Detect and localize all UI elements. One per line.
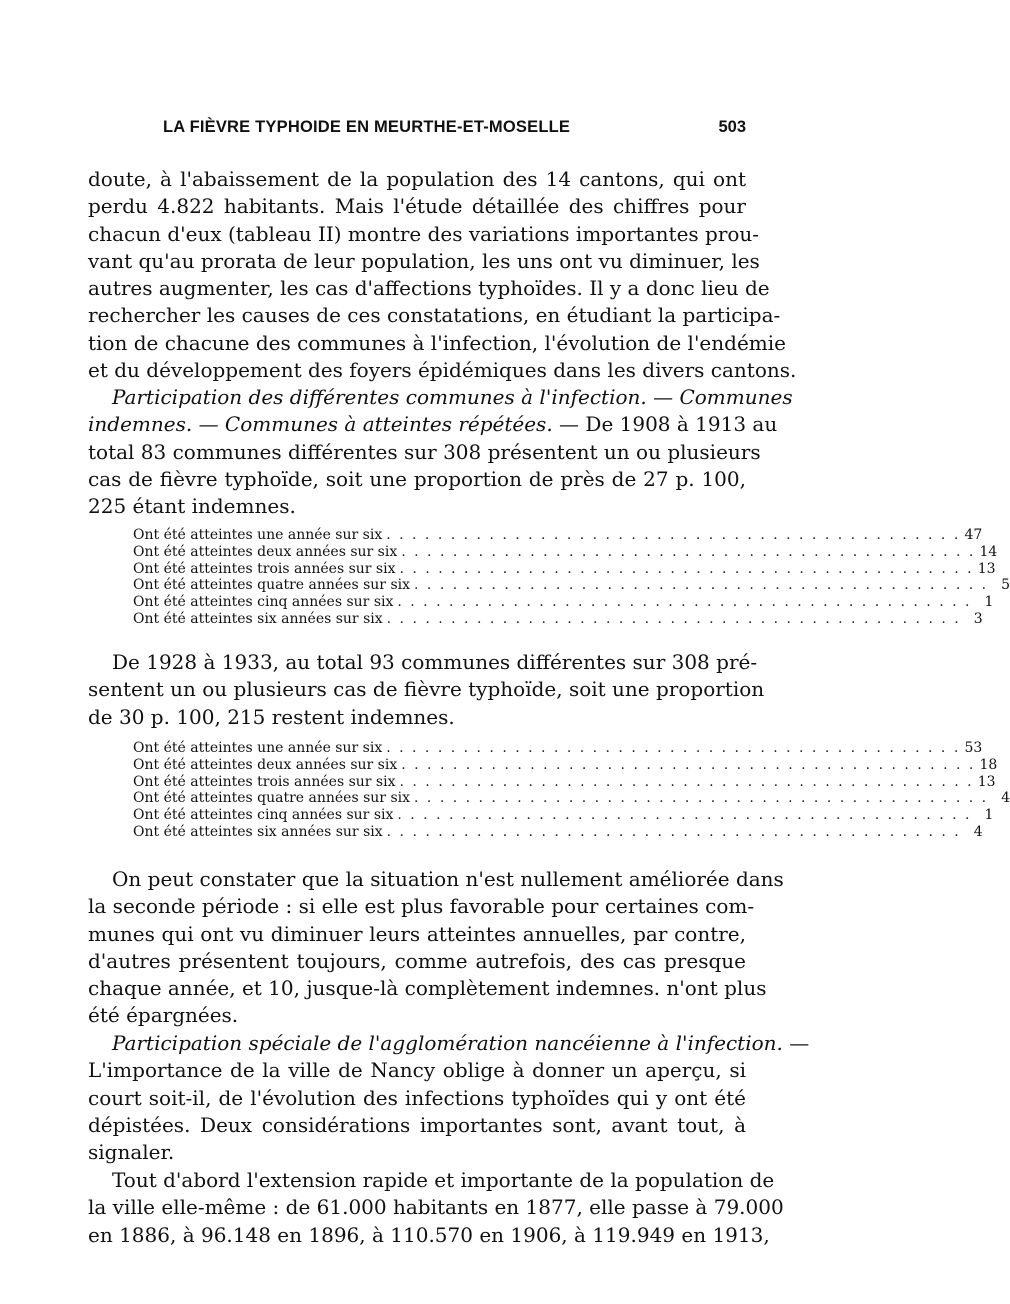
text-line: la ville elle-même : de 61.000 habitants en 1877, elle passe à 79.000 xyxy=(88,1195,784,1220)
row-label: Ont été atteintes six années sur six xyxy=(133,823,383,840)
leader-dots xyxy=(393,807,975,824)
table-row xyxy=(133,790,1010,807)
text-line: de 30 p. 100, 215 restent indemnes. xyxy=(88,704,455,729)
table-row xyxy=(133,823,983,841)
row-label: Ont été atteintes quatre années sur six xyxy=(133,790,411,807)
row-label: Ont été atteintes une année sur six xyxy=(133,527,383,543)
row-value: 3 xyxy=(973,610,983,627)
text-line: sentent un ou plusieurs cas de fièvre typhoïde, soit une proportion xyxy=(88,677,765,702)
running-header-title: LA FIÈVRE TYPHOIDE EN MEURTHE-ET-MOSELLE xyxy=(163,118,571,136)
text-line: De 1928 à 1933, au total 93 communes différentes sur 308 pré- xyxy=(112,650,758,674)
text-line: en 1886, à 96.148 en 1896, à 110.570 en 1906, à 119.949 en 1913, xyxy=(88,1222,770,1247)
table-row xyxy=(133,527,983,544)
table-row xyxy=(133,577,1010,594)
section-heading-dash: — xyxy=(782,1031,810,1055)
row-label: Ont été atteintes cinq années sur six xyxy=(133,594,394,611)
row-value: 13 xyxy=(977,560,996,577)
row-value: 18 xyxy=(979,756,998,773)
table-row xyxy=(133,740,983,757)
table-row xyxy=(133,594,994,611)
row-value: 5 xyxy=(1001,577,1010,594)
text-line: Tout d'abord l'extension rapide et importante de la population de xyxy=(112,1168,775,1192)
row-value: 14 xyxy=(979,543,998,560)
leader-dots xyxy=(410,577,992,594)
section-heading-italic: indemnes. — Communes à atteintes répétées. xyxy=(88,412,553,437)
text-line: L'importance de la ville de Nancy oblige à donner un aperçu, si xyxy=(88,1058,746,1083)
paragraph-6 xyxy=(88,1167,784,1249)
row-label: Ont été atteintes deux années sur six xyxy=(133,543,398,560)
page-number: 503 xyxy=(718,118,746,136)
paragraph-4 xyxy=(88,866,784,1030)
text-line: perdu 4.822 habitants. Mais l'étude détaillée des chiffres pour xyxy=(88,194,746,219)
leader-dots xyxy=(382,527,964,544)
table-row xyxy=(133,756,998,774)
text-line: chaque année, et 10, jusque-là complètement indemnes. n'ont plus xyxy=(88,976,767,1001)
paragraph-3 xyxy=(88,649,765,731)
text-line: autres augmenter, les cas d'affections typhoïdes. Il y a donc lieu de xyxy=(88,276,770,301)
row-value: 47 xyxy=(964,527,983,543)
text-line: doute, à l'abaissement de la population des 14 cantons, qui ont xyxy=(88,167,746,191)
text-line: tion de chacune des communes à l'infection, l'évolution de l'endémie xyxy=(88,330,786,355)
text-line: 225 étant indemnes. xyxy=(88,494,296,519)
row-label: Ont été atteintes cinq années sur six xyxy=(133,807,394,824)
row-value: 53 xyxy=(964,740,983,756)
leader-dots xyxy=(393,594,975,611)
text-line: cas de fièvre typhoïde, soit une proportion de près de 27 p. 100, xyxy=(88,466,746,491)
text-line: On peut constater que la situation n'est nullement améliorée dans xyxy=(112,867,784,891)
section-heading-italic: Participation spéciale de l'agglomération nancéienne à l'infection. xyxy=(112,1031,783,1055)
paragraph-1 xyxy=(88,166,797,384)
row-value: 1 xyxy=(984,807,994,824)
leader-dots xyxy=(396,774,978,791)
row-label: Ont été atteintes six années sur six xyxy=(133,610,383,627)
text-line: total 83 communes différentes sur 308 présentent un ou plusieurs xyxy=(88,439,761,464)
text-line: signaler. xyxy=(88,1140,175,1165)
section-heading-rest: — De 1908 à 1913 au xyxy=(559,412,778,437)
paragraph-5 xyxy=(88,1030,810,1166)
leader-dots xyxy=(383,824,965,841)
leader-dots xyxy=(383,611,965,628)
running-header xyxy=(88,118,746,142)
section-heading-line: Participation des différentes communes à l'infection. — Communes xyxy=(112,385,793,409)
text-line: vant qu'au prorata de leur population, les uns ont vu diminuer, les xyxy=(88,248,760,273)
text-line: et du développement des foyers épidémiques dans les divers cantons. xyxy=(88,358,797,383)
leader-dots xyxy=(397,544,979,561)
text-line: court soit-il, de l'évolution des infections typhoïdes qui y ont été xyxy=(88,1085,746,1110)
row-value: 4 xyxy=(973,823,983,840)
leader-dots xyxy=(410,790,992,807)
table-row xyxy=(133,807,994,824)
paragraph-2 xyxy=(88,384,793,520)
row-label: Ont été atteintes une année sur six xyxy=(133,740,383,756)
row-label: Ont été atteintes trois années sur six xyxy=(133,773,396,790)
leader-dots xyxy=(396,561,978,578)
text-line: la seconde période : si elle est plus favorable pour certaines com- xyxy=(88,894,755,919)
table-1908-1913 xyxy=(133,527,1010,628)
row-value: 13 xyxy=(977,773,996,790)
table-row xyxy=(133,610,983,628)
text-line xyxy=(88,411,778,438)
row-label: Ont été atteintes trois années sur six xyxy=(133,560,396,577)
row-label: Ont été atteintes quatre années sur six xyxy=(133,577,411,594)
text-line: chacun d'eux (tableau II) montre des variations importantes prou- xyxy=(88,221,760,246)
row-value: 4 xyxy=(1001,790,1010,807)
row-label: Ont été atteintes deux années sur six xyxy=(133,756,398,773)
text-line: dépistées. Deux considérations importantes sont, avant tout, à xyxy=(88,1112,746,1137)
table-1928-1933 xyxy=(133,740,1010,841)
text-line: rechercher les causes de ces constatations, en étudiant la participa- xyxy=(88,303,781,328)
text-line: été épargnées. xyxy=(88,1003,239,1028)
text-line: munes qui ont vu diminuer leurs atteintes annuelles, par contre, xyxy=(88,921,746,946)
leader-dots xyxy=(397,757,979,774)
row-value: 1 xyxy=(984,594,994,611)
leader-dots xyxy=(382,740,964,757)
text-line: d'autres présentent toujours, comme autrefois, des cas presque xyxy=(88,948,746,973)
table-row xyxy=(133,543,998,561)
section-heading-line xyxy=(88,1030,810,1057)
table-row xyxy=(133,560,996,578)
table-row xyxy=(133,773,996,791)
